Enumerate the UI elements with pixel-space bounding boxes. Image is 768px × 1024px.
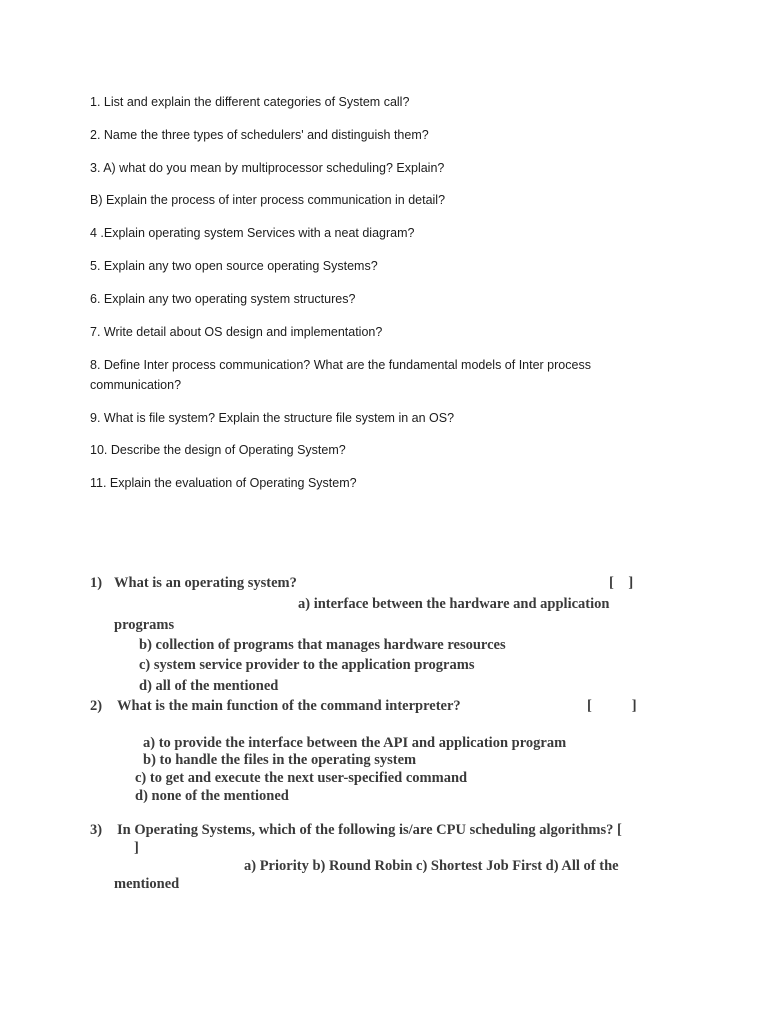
question-2: 2. Name the three types of schedulers' and distinguish them? — [90, 128, 429, 142]
question-6: 6. Explain any two operating system structures? — [90, 292, 356, 306]
mcq-1-option-a-cont: programs — [114, 617, 175, 633]
mcq-3-options-cont: mentioned — [114, 876, 180, 892]
mcq-2-question: What is the main function of the command interpreter? — [117, 698, 461, 714]
question-5: 5. Explain any two open source operating Systems? — [90, 259, 378, 273]
mcq-3-answer-bracket-close: ] — [134, 840, 139, 856]
mcq-3-number: 3) — [90, 822, 103, 838]
mcq-2-option-d: d) none of the mentioned — [135, 788, 289, 804]
mcq-2-option-a: a) to provide the interface between the API and application program — [143, 735, 567, 751]
mcq-1-option-b: b) collection of programs that manages hardware resources — [139, 637, 506, 653]
mcq-2-answer-bracket: [ ] — [587, 698, 637, 714]
question-3b: B) Explain the process of inter process communication in detail? — [90, 193, 446, 207]
mcq-1-option-a: a) interface between the hardware and application — [298, 596, 610, 612]
mcq-1-option-c: c) system service provider to the application programs — [139, 657, 475, 673]
mcq-2-option-b: b) to handle the files in the operating system — [143, 752, 417, 768]
mcq-1-number: 1) — [90, 575, 103, 591]
question-7: 7. Write detail about OS design and implementation? — [90, 325, 383, 339]
mcq-3-options: a) Priority b) Round Robin c) Shortest Job First d) All of the — [244, 858, 619, 874]
question-11: 11. Explain the evaluation of Operating System? — [90, 476, 357, 490]
question-3a: 3. A) what do you mean by multiprocessor scheduling? Explain? — [90, 161, 445, 175]
question-4: 4 .Explain operating system Services with a neat diagram? — [90, 226, 415, 240]
mcq-2-number: 2) — [90, 698, 103, 714]
question-9: 9. What is file system? Explain the structure file system in an OS? — [90, 411, 455, 425]
mcq-1-question: What is an operating system? — [114, 575, 297, 591]
question-8: 8. Define Inter process communication? What are the fundamental models of Inter process communication? — [90, 358, 591, 392]
mcq-1-answer-bracket: [ ] — [609, 575, 634, 591]
question-10: 10. Describe the design of Operating System? — [90, 443, 346, 457]
mcq-2-option-c: c) to get and execute the next user-specified command — [135, 770, 468, 786]
mcq-3-question: In Operating Systems, which of the following is/are CPU scheduling algorithms? [ — [117, 822, 622, 838]
mcq-1-option-d: d) all of the mentioned — [139, 678, 279, 694]
question-1: 1. List and explain the different categories of System call? — [90, 95, 410, 109]
